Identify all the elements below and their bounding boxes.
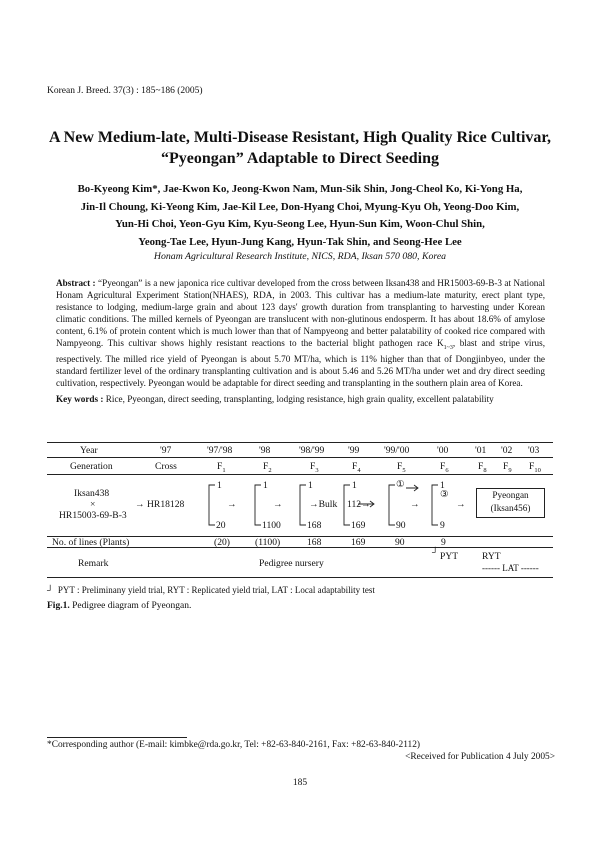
cross-arrow: → HR18128: [135, 499, 185, 510]
year-cell: '03: [528, 445, 540, 456]
bottom-count: 20: [216, 520, 226, 531]
year-cell: '01: [475, 445, 487, 456]
author-line: Yun-Hi Choi, Yeon-Gyu Kim, Kyu-Seong Lee, Hyun-Sun Kim, Woon-Chul Shin,: [115, 218, 485, 230]
year-cell: '02: [501, 445, 513, 456]
lat-label: ------ LAT ------: [482, 563, 539, 573]
generation-sub: 2: [268, 466, 272, 474]
top-selection: 1: [352, 480, 357, 491]
generation-base: F: [478, 461, 484, 472]
figure-caption: [47, 601, 191, 611]
generation-base: F: [310, 461, 316, 472]
parent-2: HR15003-69-B-3: [59, 510, 127, 521]
top-selection: 1: [308, 480, 313, 491]
lines-cell: (1100): [255, 537, 281, 548]
bracket: [255, 485, 261, 525]
mid-arrow: →Bulk: [309, 499, 338, 510]
mid-arrow: →: [227, 499, 237, 510]
keywords-label: Key words :: [56, 394, 104, 404]
year-cell: '00: [437, 445, 449, 456]
cultivar-box: [476, 488, 545, 518]
bracket: [389, 485, 395, 525]
top-selection: ①: [396, 479, 405, 490]
bracket: [300, 485, 306, 525]
generation-base: F: [352, 461, 358, 472]
abstract-text-part-2: , blast and stripe virus, respectively. The milled rice yield of Pyeongan is about 5.70 MT/ha, which is 11% higher than that of Dongjinbyeo, under the standard fertilizer level of the ordinary transplanting cultivation and is about 5.46 and 5.26 MT/ha under wet and dry direct seeding cultivation, respectively. Pyeongan would be adaptable for direct seeding and transplanting in the southern plain area of Korea.: [56, 337, 546, 389]
bottom-count: 168: [307, 520, 322, 531]
footnote-text: PYT : Preliminany yield trial, RYT : Replicated yield trial, LAT : Local adaptability test: [57, 585, 375, 595]
circled-selection: ③: [440, 489, 449, 500]
author-line: Yeong-Tae Lee, Hyun-Jung Kang, Hyun-Tak Shin, and Seong-Hee Lee: [138, 235, 462, 248]
generation-sub: 5: [402, 466, 406, 474]
generation-header: Generation: [70, 461, 113, 472]
mid-arrow: →: [410, 499, 420, 510]
abstract-text-part-1: “Pyeongan” is a new japonica rice cultivar developed from the cross between Iksan438 and HR15003-69-B-3 at National Honam Agricultural Experiment Station(NHAES), RDA, in 2003. This cultivar has a medium-late maturity, erect plant type, resistance to lodging, medium-large grain and about 123 days' growth duration from transplanting to harvesting under Korean climatic conditions. The milled kernels of Pyeongan are translucent with non-glutinous endosperm. It has about 18.6% of amylose content, 6.1% of protein content which is much lower than that of Nampyeong and better palatability of cooked rice compared with Nampyeong. This cultivar shows highly resistant reactions to the bacterial blight pathogen race K: [56, 278, 546, 348]
generation-sub: 9: [508, 466, 512, 474]
ryt-label: RYT: [482, 551, 501, 562]
year-cell: '97/'98: [207, 445, 233, 456]
top-selection: 1: [263, 480, 268, 491]
cultivar-line-code: (Iksan456): [490, 503, 531, 513]
generation-sub: 4: [357, 466, 361, 474]
lines-cell: 168: [307, 537, 322, 548]
bottom-count: 90: [396, 520, 406, 531]
generation-sub: 10: [534, 466, 541, 474]
lines-cell: (20): [214, 537, 230, 548]
lines-header: No. of lines (Plants): [52, 537, 130, 548]
figure-footnote: [47, 585, 375, 595]
footnote-mark: ┘: [47, 585, 54, 595]
author-line: Jin-Il Choung, Ki-Yeong Kim, Jae-Kil Lee, Don-Hyang Choi, Myung-Kyu Oh, Yeong-Doo Kim,: [80, 200, 520, 213]
bottom-count: 1100: [262, 520, 281, 531]
generation-sub: 1: [222, 466, 226, 474]
generation-base: F: [217, 461, 223, 472]
corresponding-author: *Corresponding author (E-mail: kimbke@rda.go.kr, Tel: +82-63-840-2161, Fax: +82-63-840-2112): [47, 740, 421, 750]
generation-sub: 6: [445, 466, 449, 474]
bottom-count: 9: [440, 520, 445, 531]
generation-base: F: [440, 461, 446, 472]
author-line: Bo-Kyeong Kim*, Jae-Kwon Ko, Jeong-Kwon Nam, Mun-Sik Shin, Jong-Cheol Ko, Ki-Yong Ha,: [77, 183, 523, 195]
figure-caption-text: Pedigree diagram of Pyeongan.: [72, 601, 192, 611]
bottom-count: 169: [351, 520, 366, 531]
lines-cell: 9: [441, 537, 446, 548]
year-cell: '98: [259, 445, 271, 456]
bracket: [209, 485, 215, 525]
bracket: [432, 485, 438, 525]
mid-arrow: →: [456, 499, 466, 510]
pedigree-nursery: Pedigree nursery: [259, 558, 324, 569]
page-number: 185: [292, 778, 308, 788]
pyt-label: PYT: [440, 551, 459, 562]
journal-reference: Korean J. Breed. 37(3) : 185~186 (2005): [47, 86, 203, 96]
mid-arrow: →: [273, 499, 283, 510]
keywords-text: Rice, Pyeongan, direct seeding, transplanting, lodging resistance, high grain quality, excellent palatability: [105, 394, 494, 404]
year-cell: '99: [348, 445, 360, 456]
cultivar-name: Pyeongan: [492, 490, 529, 500]
generation-sub: 8: [483, 466, 487, 474]
abstract-k-subscript: 1~3: [443, 344, 453, 351]
top-selection: 1: [440, 480, 445, 491]
arrow-line: [406, 485, 418, 491]
year-cell: '99/'00: [384, 445, 410, 456]
year-cell: '97: [160, 445, 172, 456]
remark-header: Remark: [78, 558, 109, 569]
figure-caption-label: Fig.1.: [47, 601, 70, 611]
lines-cell: 169: [351, 537, 366, 548]
lines-cell: 90: [395, 537, 405, 548]
top-selection: 1: [217, 480, 222, 491]
generation-base: F: [529, 461, 535, 472]
parent-1: Iksan438: [74, 488, 110, 499]
received-date: <Received for Publication 4 July 2005>: [405, 752, 555, 762]
footnote-rule: [47, 737, 187, 738]
generation-base: F: [397, 461, 403, 472]
pyt-footnote-mark: ┘: [432, 547, 439, 557]
abstract-label: Abstract :: [56, 278, 96, 288]
year-cell: '98/'99: [299, 445, 325, 456]
year-header: Year: [80, 445, 98, 456]
title-line-2: “Pyeongan” Adaptable to Direct Seeding: [161, 150, 439, 167]
generation-base: F: [503, 461, 509, 472]
affiliation: Honam Agricultural Research Institute, NICS, RDA, Iksan 570 080, Korea: [153, 251, 447, 262]
generation-base: Cross: [155, 461, 177, 472]
generation-base: F: [263, 461, 269, 472]
mid-arrow: 112→: [347, 499, 371, 510]
cross-symbol: ×: [90, 499, 96, 510]
generation-sub: 3: [315, 466, 319, 474]
title-line-1: A New Medium-late, Multi-Disease Resistant, High Quality Rice Cultivar,: [48, 129, 552, 146]
